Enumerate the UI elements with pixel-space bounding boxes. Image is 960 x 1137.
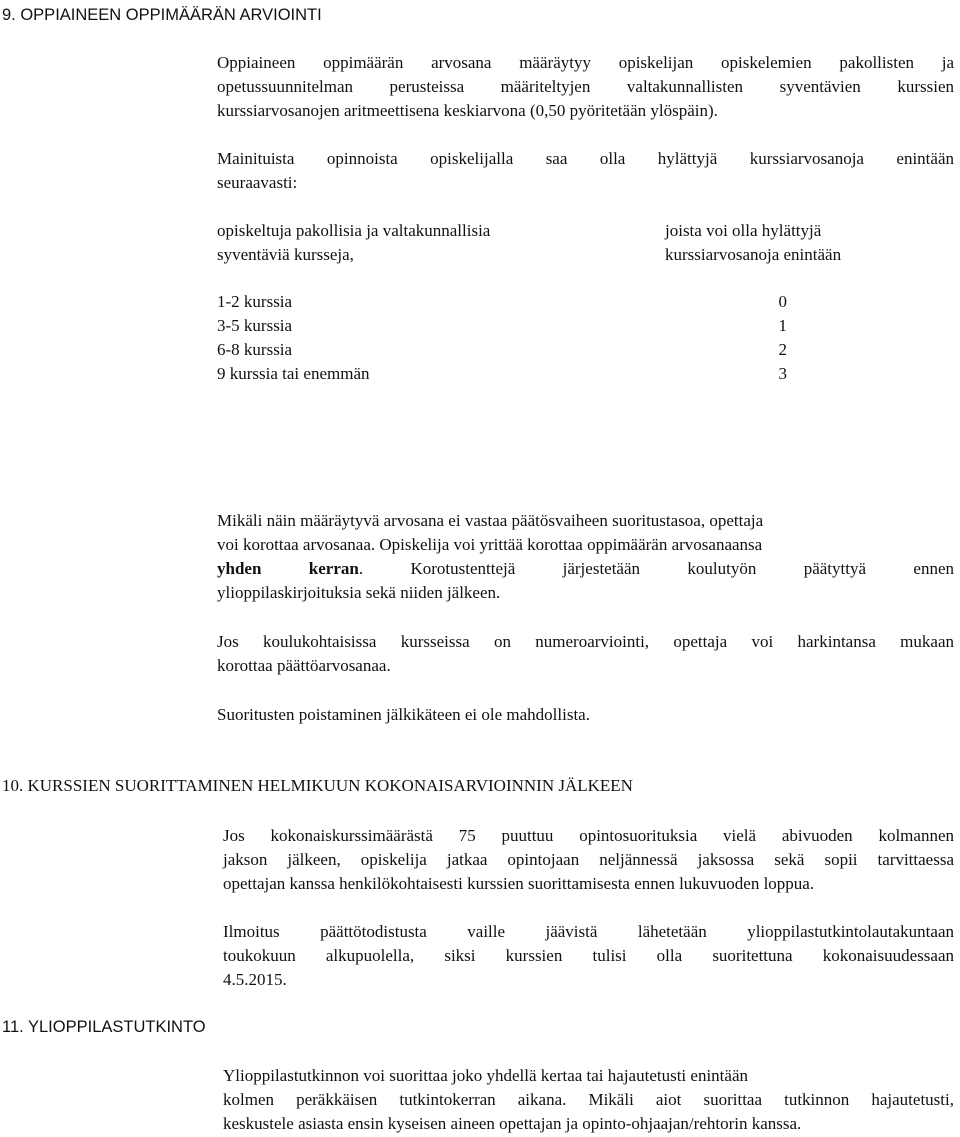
paragraph-line: 4.5.2015. (223, 970, 287, 989)
section-9-paragraph-2 (217, 147, 954, 195)
paragraph-line: voi korottaa arvosanaa. Opiskelija voi yrittää korottaa oppimäärän arvosanaansa (217, 535, 763, 554)
paragraph-line: Ylioppilastutkinnon voi suorittaa joko yhdellä kertaa tai hajautetusti enintään (223, 1066, 748, 1085)
paragraph-line: Jos kokonaiskurssimäärästä 75 puuttuu opintosuorituksia vielä abivuoden kolmannen (223, 826, 954, 845)
row-label: 6-8 kurssia (217, 340, 293, 359)
paragraph-line: Mikäli näin määräytyvä arvosana ei vastaa päätösvaiheen suoritustasoa, opettaja (217, 511, 764, 530)
paragraph-line (217, 557, 954, 581)
table-row (217, 362, 787, 386)
bold-text: yhden kerran (217, 559, 359, 578)
section-9-paragraph-4 (217, 630, 954, 678)
table-row (217, 338, 787, 362)
section-9-paragraph-3 (217, 509, 954, 605)
table-header-courses (217, 219, 490, 267)
section-10-heading: 10. KURSSIEN SUORITTAMINEN HELMIKUUN KOKONAISARVIOINNIN JÄLKEEN (2, 776, 633, 795)
paragraph-line: ylioppilaskirjoituksia sekä niiden jälkeen. (217, 583, 501, 602)
paragraph-line: seuraavasti: (217, 173, 298, 192)
paragraph-line: Mainituista opinnoista opiskelijalla saa olla hylättyjä kurssiarvosanoja enintään (217, 149, 954, 168)
row-value: 3 (778, 364, 787, 383)
section-9-paragraph-5 (217, 703, 590, 727)
paragraph-line: keskustele asiasta ensin kyseisen aineen opettajan ja opinto-ohjaajan/rehtorin kanssa. (223, 1114, 802, 1133)
row-value: 0 (778, 292, 787, 311)
table-row (217, 290, 787, 314)
paragraph-text: . Korotustenttejä järjestetään koulutyön päätyttyä ennen (358, 559, 954, 578)
row-value: 2 (778, 340, 787, 359)
table-header-line: opiskeltuja pakollisia ja valtakunnallisia (217, 221, 491, 240)
table-header-line: syventäviä kursseja, (217, 245, 354, 264)
paragraph-line: kurssiarvosanojen aritmeettisena keskiarvona (0,50 pyöritetään ylöspäin). (217, 101, 718, 120)
table-header-line: kurssiarvosanoja enintään (665, 245, 842, 264)
row-value: 1 (778, 316, 787, 335)
paragraph-line: toukokuun alkupuolella, siksi kurssien tulisi olla suoritettuna kokonaisuudessaan (223, 946, 954, 965)
row-label: 3-5 kurssia (217, 316, 293, 335)
table-row (217, 314, 787, 338)
section-9-heading: 9. OPPIAINEEN OPPIMÄÄRÄN ARVIOINTI (2, 6, 322, 24)
paragraph-line: korottaa päättöarvosanaa. (217, 656, 391, 675)
row-label: 1-2 kurssia (217, 292, 293, 311)
paragraph-line: jakson jälkeen, opiskelija jatkaa opintojaan neljännessä jaksossa sekä sopii tarvittaessa (223, 850, 954, 869)
section-11-paragraph-1 (223, 1064, 954, 1136)
table-header-line: joista voi olla hylättyjä (665, 221, 822, 240)
section-10-paragraph-1 (223, 824, 954, 896)
paragraph-line: Oppiaineen oppimäärän arvosana määräytyy opiskelijan opiskelemien pakollisten ja (217, 53, 954, 72)
paragraph-line: opettajan kanssa henkilökohtaisesti kurssien suorittamisesta ennen lukuvuoden loppua. (223, 874, 815, 893)
section-11-heading: 11. YLIOPPILASTUTKINTO (2, 1018, 206, 1036)
paragraph-line: Suoritusten poistaminen jälkikäteen ei ole mahdollista. (217, 705, 590, 724)
table-header-failed (665, 219, 841, 267)
paragraph-line: kolmen peräkkäisen tutkintokerran aikana. Mikäli aiot suorittaa tutkinnon hajautetusti, (223, 1090, 954, 1109)
section-10-paragraph-2 (223, 920, 954, 992)
paragraph-line: opetussuunnitelman perusteissa määriteltyjen valtakunnallisten syventävien kurssien (217, 77, 954, 96)
row-label: 9 kurssia tai enemmän (217, 364, 370, 383)
paragraph-line: Jos koulukohtaisissa kursseissa on numeroarviointi, opettaja voi harkintansa mukaan (217, 632, 954, 651)
section-9-paragraph-1 (217, 51, 954, 123)
paragraph-line: Ilmoitus päättötodistusta vaille jäävistä lähetetään ylioppilastutkintolautakuntaan (223, 922, 954, 941)
